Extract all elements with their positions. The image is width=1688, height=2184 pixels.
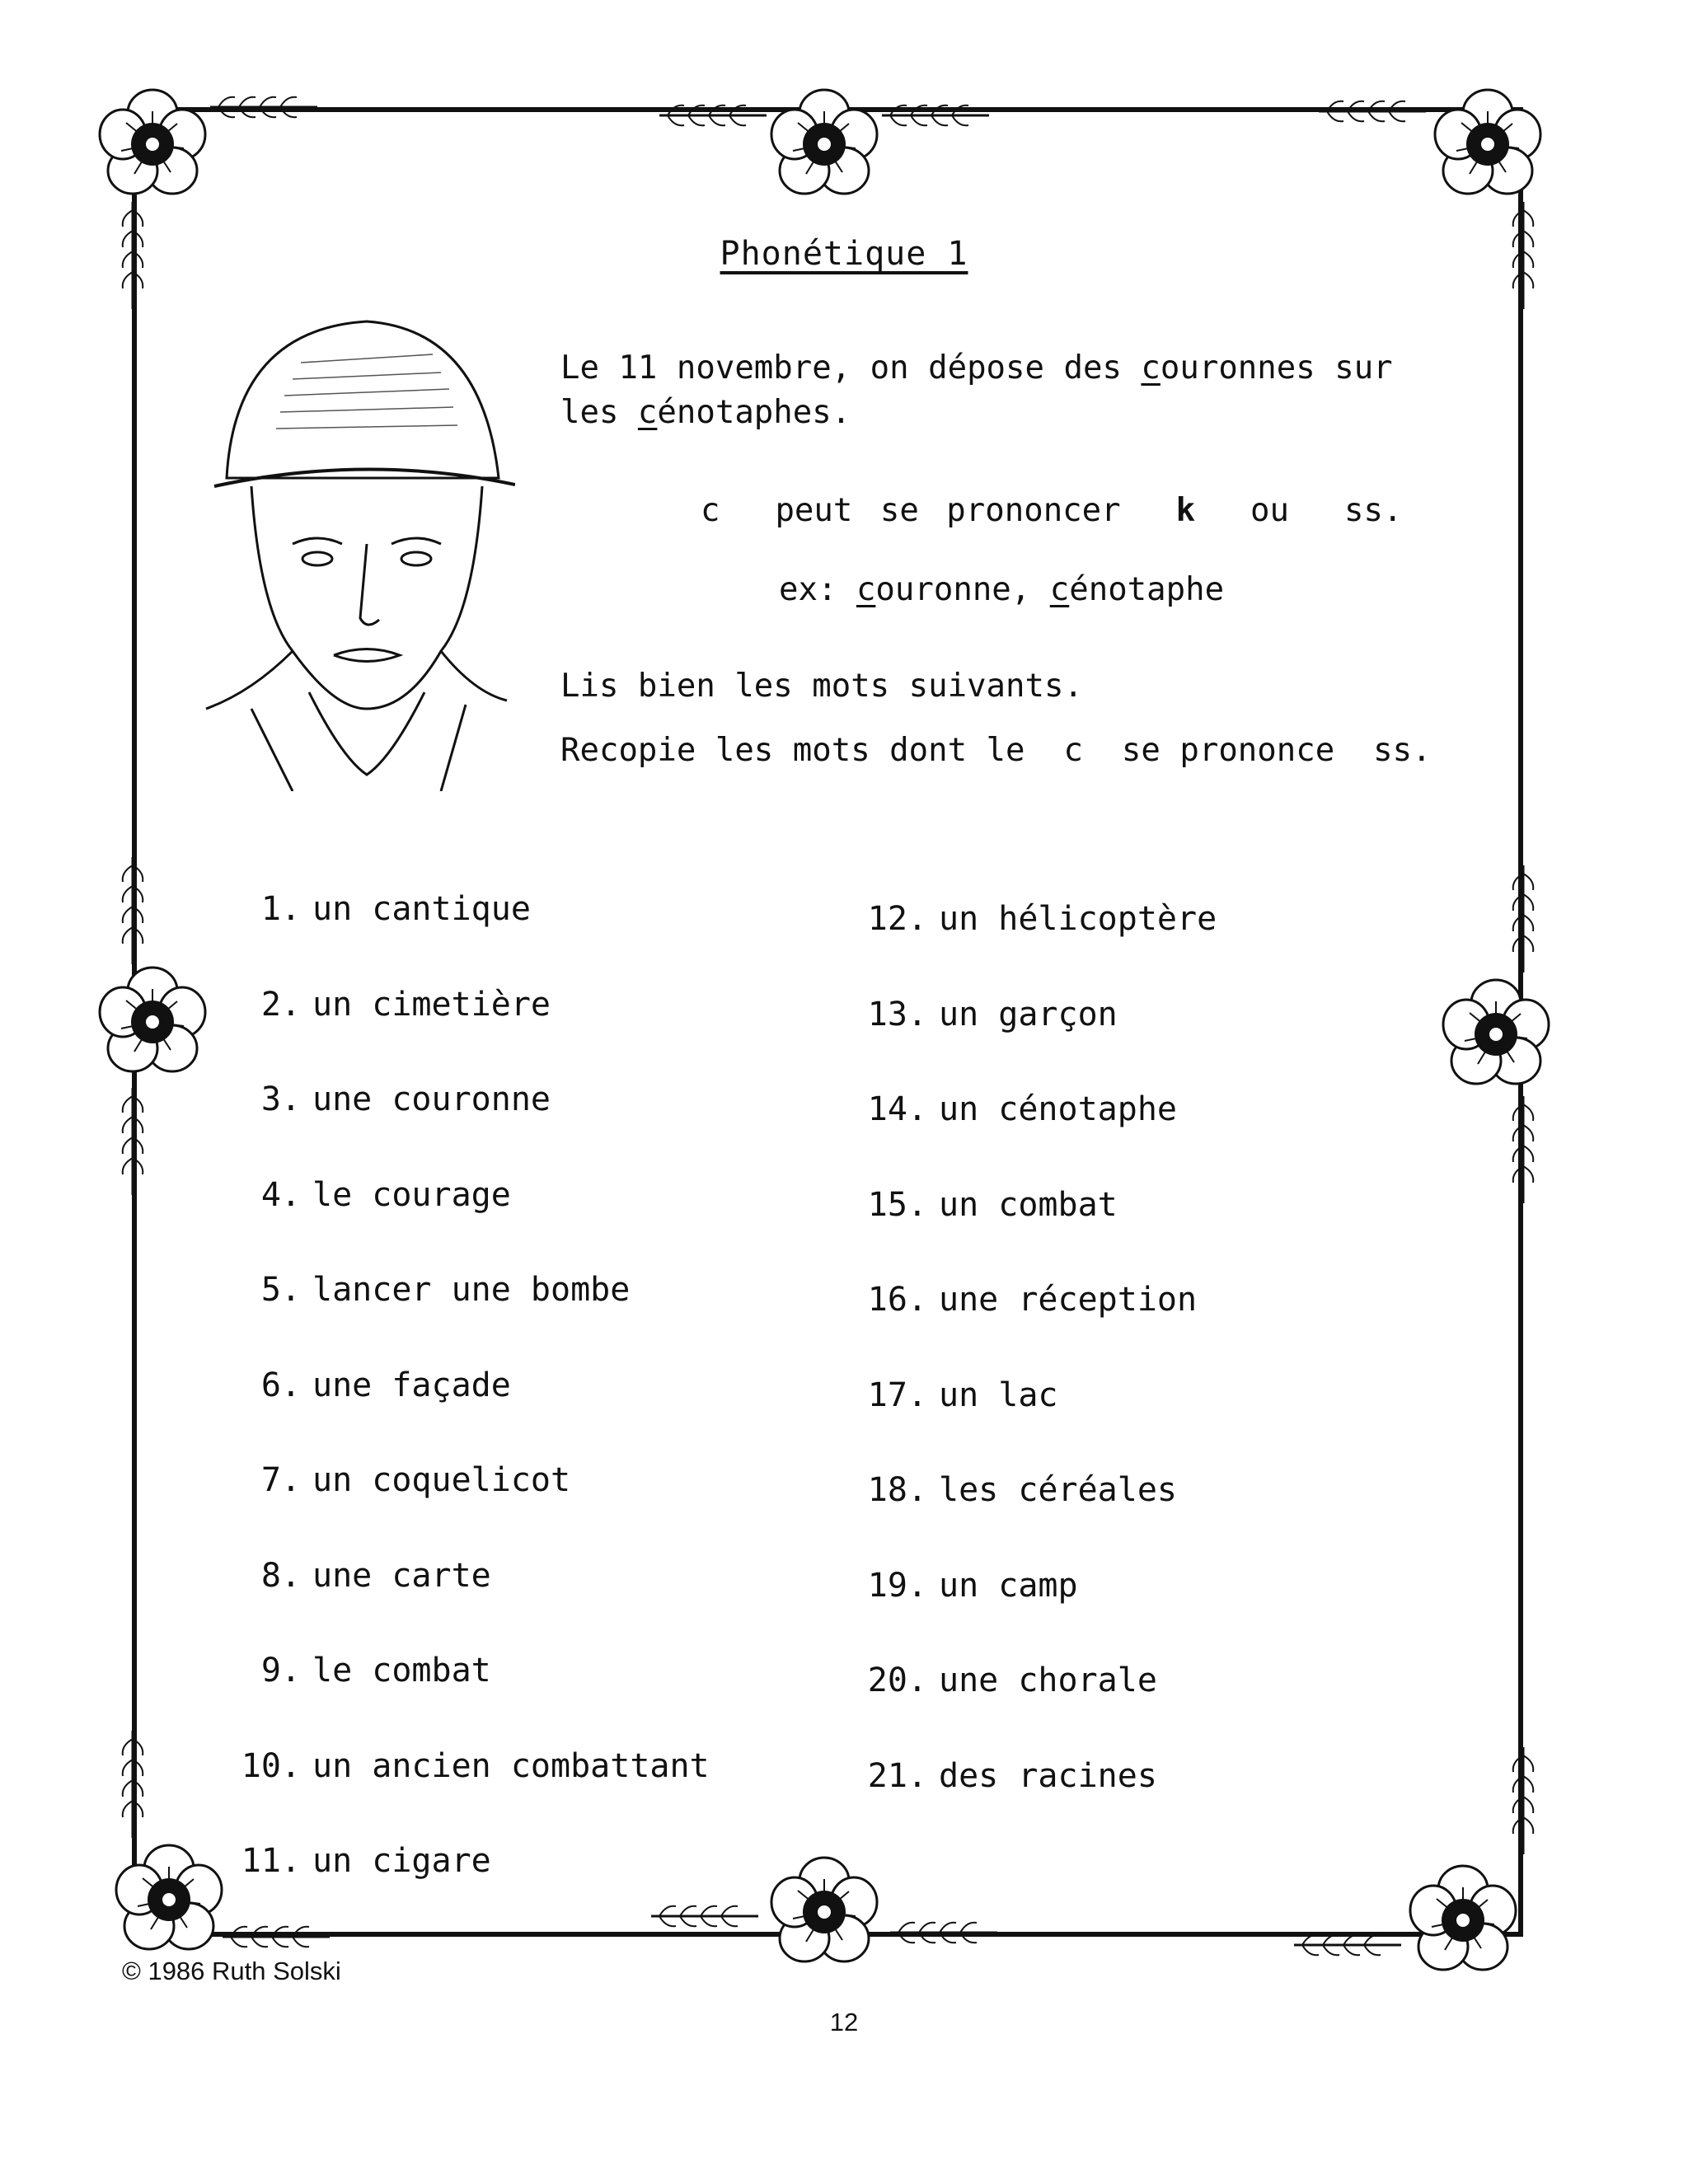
list-item: 17. un lac [867, 1376, 1058, 1414]
list-item: 5. lancer une bombe [260, 1271, 631, 1309]
leaf-spray-icon [890, 1920, 997, 1945]
list-item: 2. un cimetière [260, 985, 551, 1024]
page-title: Phonétique 1 [720, 235, 968, 273]
leaf-spray-icon [120, 1088, 145, 1195]
list-item: 20. une chorale [867, 1661, 1157, 1699]
list-item: 18. les céréales [867, 1471, 1177, 1509]
instruction-read: Lis bien les mots suivants. [560, 668, 1083, 705]
page-number: 12 [829, 2008, 859, 2036]
list-item: 12. un hélicoptère [867, 900, 1217, 938]
poppy-icon [1438, 977, 1554, 1092]
leaf-spray-icon [1511, 865, 1536, 972]
soldier-illustration [202, 297, 515, 791]
poppy-icon [95, 87, 210, 202]
leaf-spray-icon [1294, 1933, 1401, 1957]
poppy-icon [95, 964, 210, 1080]
instruction-copy: Recopie les mots dont le c se prononce ss. [560, 732, 1432, 769]
list-item: 4. le courage [260, 1175, 511, 1214]
copyright-notice: © 1986 Ruth Solski [122, 1957, 341, 1985]
word-list-left [227, 890, 710, 1938]
pronunciation-rule: c peut se prononcer k ou ss. [701, 492, 1403, 529]
leaf-spray-icon [882, 103, 989, 128]
poppy-icon [1405, 1863, 1521, 1978]
poppy-icon [111, 1842, 227, 1957]
list-item: 10. un ancien combattant [241, 1746, 710, 1785]
leaf-spray-icon [120, 1731, 145, 1838]
poppy-icon [767, 87, 882, 202]
word-list-right [853, 900, 1217, 1852]
poppy-icon [767, 1854, 882, 1970]
list-item: 9. le combat [260, 1652, 491, 1690]
poppy-icon [1430, 87, 1545, 202]
leaf-spray-icon [1511, 1747, 1536, 1854]
list-item: 7. un coquelicot [260, 1461, 571, 1499]
list-item: 11. un cigare [241, 1842, 491, 1880]
leaf-spray-icon [1511, 1096, 1536, 1203]
list-item: 1. un cantique [260, 890, 531, 928]
list-item: 3. une couronne [260, 1080, 551, 1118]
list-item: 16. une réception [867, 1281, 1198, 1319]
leaf-spray-icon [210, 95, 317, 120]
leaf-spray-icon [659, 103, 767, 128]
list-item: 15. un combat [867, 1185, 1118, 1224]
leaf-spray-icon [1319, 99, 1426, 124]
example-line: ex: couronne, cénotaphe [779, 571, 1225, 608]
list-item: 8. une carte [260, 1556, 491, 1595]
list-item: 14. un cénotaphe [867, 1090, 1177, 1128]
list-item: 6. une façade [260, 1366, 511, 1404]
intro-sentence: Le 11 novembre, on dépose des couronnes sur les cénotaphes. [560, 349, 1393, 431]
leaf-spray-icon [120, 857, 145, 964]
list-item: 21. des racines [867, 1756, 1157, 1795]
list-item: 19. un camp [867, 1566, 1078, 1605]
list-item: 13. un garçon [867, 995, 1118, 1033]
